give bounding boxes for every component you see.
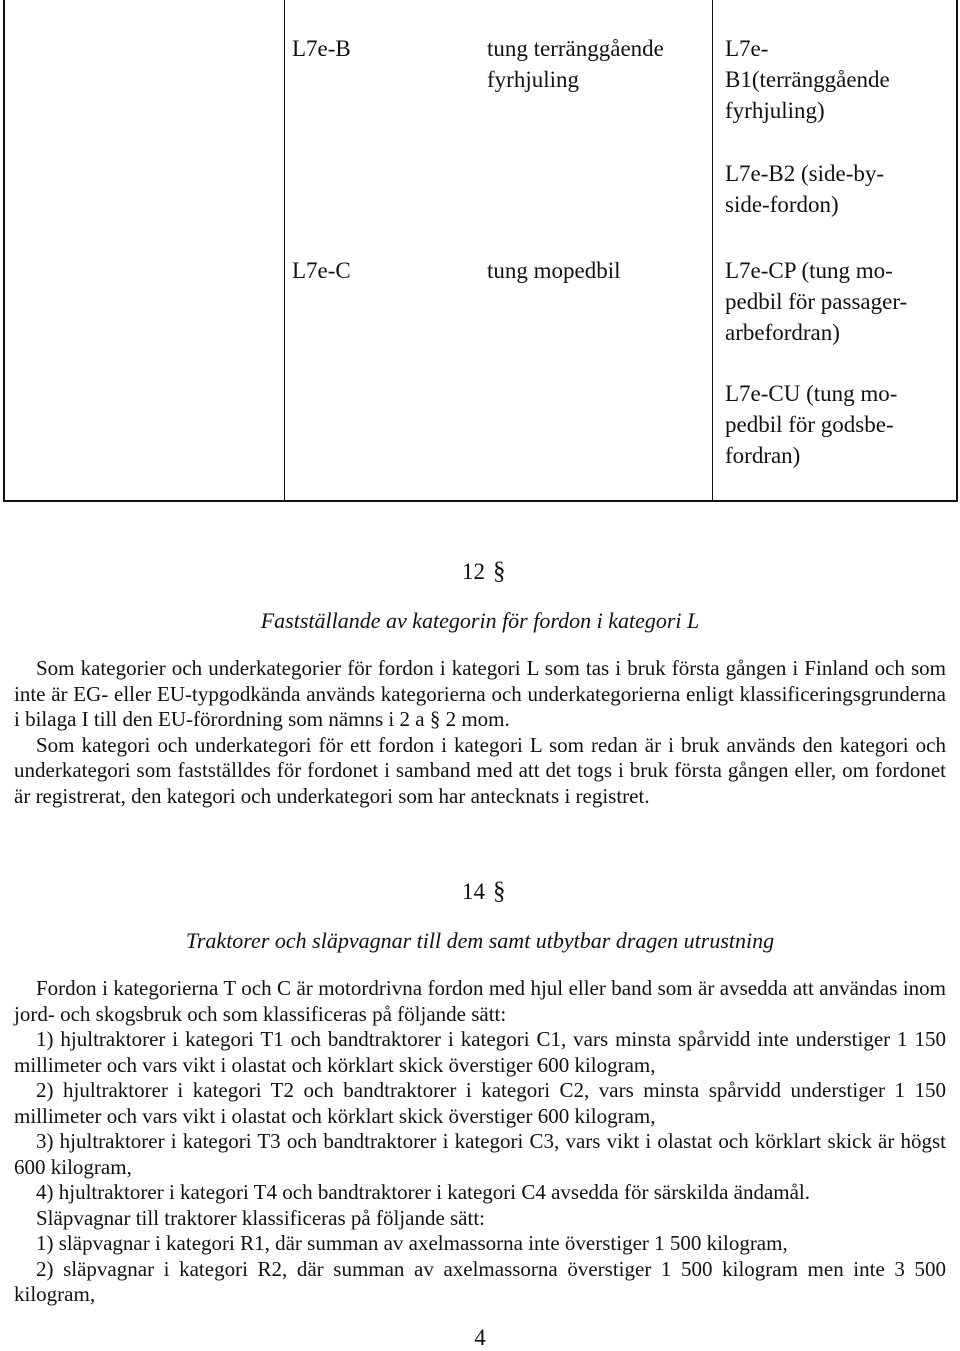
paragraph: Släpvagnar till traktorer klassificeras på följande sätt: [36,1205,486,1230]
list-item: 3) hjultraktorer i kategori T3 och bandtraktorer i kategori C3, vars vikt i olastat och körklart skick är högst 600 kilogram, [14,1129,946,1179]
table-cell-name: tung terränggående fyrhjuling [487,36,664,92]
paragraph: Fordon i kategorierna T och C är motordrivna fordon med hjul eller band som är avsedda att användas inom jord- och skogsbruk och som klassificeras på följande sätt: [14,976,946,1026]
list-item: 1) hjultraktorer i kategori T1 och bandtraktorer i kategori C1, vars minsta spårvidd inte understiger 1 150 millimeter och vars vikt i olastat och körklart skick överstiger 600 kilogram, [14,1027,946,1077]
table-cell-code: L7e-C [292,258,351,283]
table-cell-name: tung mopedbil [487,258,621,283]
paragraph: Som kategori och underkategori för ett fordon i kategori L som redan är i bruk används den kategori och underkategori som fastställdes för fordonet i samband med att det togs i bruk första gången eller, om fordonet är registrerat, den kategori och underkategori som har antecknats i registret. [14,732,946,808]
list-item: 1) släpvagnar i kategori R1, där summan av axelmassorna inte överstiger 1 500 kilogram, [36,1231,788,1255]
section-body [14,656,946,809]
section-number: 14 § [462,878,506,905]
section-symbol: § [493,558,506,585]
section-title: Traktorer och släpvagnar till dem samt utbytbar dragen utrustning [185,928,775,953]
list-item: 4) hjultraktorer i kategori T4 och bandtraktorer i kategori C4 avsedda för särskilda ändamål. [36,1180,811,1204]
page-number: 4 [474,1325,486,1350]
table-cell-subcategory: L7e-CP (tung mo- pedbil för passager- arbefordran) [725,258,908,345]
section-title: Fastställande av kategorin för fordon i kategori L [260,608,700,633]
category-table [3,0,958,502]
table-cell-code: L7e-B [292,36,351,61]
section-body [14,976,946,1308]
paragraph: Som kategorier och underkategorier för fordon i kategori L som tas i bruk första gången i Finland och som inte är EG- eller EU-typgodkända används kategorierna och underkategorierna enligt klassificeringsgrunderna i bilaga I till den EU-förordning som nämns i 2 a § 2 mom. [14,656,946,731]
list-item: 2) hjultraktorer i kategori T2 och bandtraktorer i kategori C2, vars minsta spårvidd understiger 1 150 millimeter och vars vikt i olastat och körklart skick överstiger 600 kilogram, [14,1078,946,1128]
table-divider [284,0,285,500]
table-cell-subcategory: L7e-B2 (side-by- side-fordon) [725,161,885,217]
table-cell-subcategory: L7e-CU (tung mo- pedbil för godsbe- fordran) [725,381,898,468]
table-cell-subcategory: L7e- B1(terränggående fyrhjuling) [725,36,890,123]
list-item: 2) släpvagnar i kategori R2, där summan av axelmassorna överstiger 1 500 kilogram men inte 3 500 kilogram, [14,1256,946,1306]
table-divider [712,0,713,500]
section-symbol: § [493,878,506,905]
section-number: 12 § [462,558,506,585]
